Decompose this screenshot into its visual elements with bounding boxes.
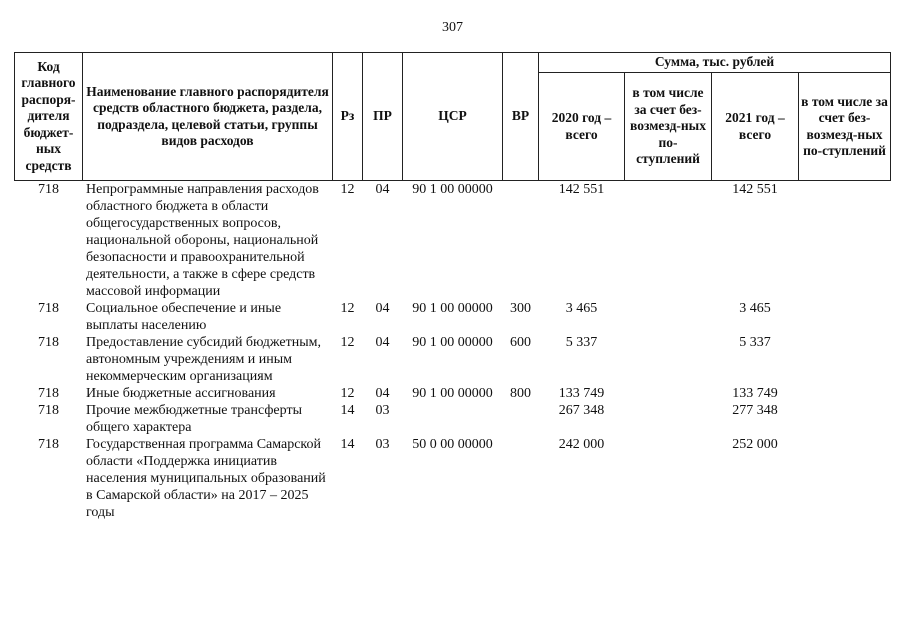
cell-2020-total: 3 465 [565, 301, 598, 316]
cell-name: Непрограммные направления расходов областного бюджета в области общегосударственных вопросов, национальной обороны, национальной безопасности и правоохранительной деятельности, а также в сфере средств массовой информации [86, 182, 319, 299]
cell-2021-total: 5 337 [739, 335, 771, 350]
header-2021-total: 2021 год – всего [712, 73, 799, 181]
cell-rz: 12 [340, 301, 355, 316]
cell-2021-free [799, 181, 891, 301]
cell-2021-total: 252 000 [732, 437, 778, 452]
header-name: Наименование главного распорядителя средств областного бюджета, раздела, подраздела, целевой статьи, группы видов расходов [83, 53, 333, 181]
cell-rz: 12 [340, 182, 355, 197]
cell-name: Социальное обеспечение и иные выплаты населению [86, 301, 282, 333]
header-sum: Сумма, тыс. рублей [539, 53, 891, 73]
cell-2020-free [625, 436, 712, 521]
header-pr: ПР [363, 53, 403, 181]
cell-2020-total: 142 551 [558, 182, 605, 197]
cell-pr: 04 [375, 335, 390, 350]
cell-2021-free [799, 334, 891, 385]
cell-2021-total: 133 749 [732, 386, 778, 401]
cell-2021-free [799, 300, 891, 334]
cell-2020-total: 133 749 [558, 386, 605, 401]
budget-table [14, 52, 891, 521]
cell-name: Предоставление субсидий бюджетным, автономным учреждениям и иным некоммерческим организациям [86, 335, 322, 384]
table-row [15, 300, 891, 334]
header-csr: ЦСР [403, 53, 503, 181]
header-vr: ВР [503, 53, 539, 181]
table-row [15, 402, 891, 436]
cell-2021-free [799, 436, 891, 521]
cell-2020-free [625, 402, 712, 436]
cell-pr: 04 [375, 301, 390, 316]
cell-rz: 14 [340, 437, 355, 452]
cell-code: 718 [38, 437, 59, 452]
table-row [15, 436, 891, 521]
cell-code: 718 [38, 301, 59, 316]
table-header [15, 53, 891, 181]
cell-2021-total: 277 348 [732, 403, 778, 418]
cell-csr [403, 402, 503, 436]
cell-2021-free [799, 402, 891, 436]
cell-rz: 14 [340, 403, 355, 418]
header-rz: Рз [333, 53, 363, 181]
table-row [15, 385, 891, 402]
cell-code: 718 [38, 182, 59, 197]
cell-code: 718 [38, 335, 59, 350]
cell-csr: 90 1 00 00000 [412, 335, 493, 350]
cell-2021-free [799, 385, 891, 402]
cell-name: Иные бюджетные ассигнования [86, 386, 276, 401]
table-row [15, 334, 891, 385]
header-2020-free: в том числе за счет без-возмезд-ных по-ступлений [625, 73, 712, 181]
cell-vr: 300 [510, 301, 531, 316]
cell-2020-total: 5 337 [565, 335, 598, 350]
cell-csr: 90 1 00 00000 [412, 301, 493, 316]
cell-vr [503, 181, 539, 301]
cell-csr: 50 0 00 00000 [412, 437, 493, 452]
cell-name: Прочие межбюджетные трансферты общего характера [86, 403, 302, 435]
table-row [15, 181, 891, 301]
cell-vr: 600 [510, 335, 531, 350]
cell-2020-total: 267 348 [558, 403, 605, 418]
cell-2020-free [625, 181, 712, 301]
cell-pr: 03 [375, 403, 390, 418]
header-2021-free: в том числе за счет без-возмезд-ных по-ступлений [799, 73, 891, 181]
cell-2020-free [625, 300, 712, 334]
cell-pr: 04 [375, 386, 390, 401]
cell-vr: 800 [510, 386, 531, 401]
cell-2020-total: 242 000 [558, 437, 605, 452]
cell-2020-free [625, 334, 712, 385]
page-number: 307 [442, 20, 463, 35]
cell-pr: 03 [375, 437, 390, 452]
cell-rz: 12 [340, 335, 355, 350]
cell-code: 718 [38, 386, 59, 401]
header-2020-total: 2020 год – всего [539, 73, 625, 181]
cell-csr: 90 1 00 00000 [412, 386, 493, 401]
header-code: Код главного распоря-дителя бюджет-ных средств [15, 53, 83, 181]
cell-2021-total: 3 465 [739, 301, 771, 316]
cell-code: 718 [38, 403, 59, 418]
cell-2021-total: 142 551 [732, 182, 778, 197]
cell-pr: 04 [375, 182, 390, 197]
cell-rz: 12 [340, 386, 355, 401]
cell-vr [503, 402, 539, 436]
cell-2020-free [625, 385, 712, 402]
cell-vr [503, 436, 539, 521]
cell-csr: 90 1 00 00000 [412, 182, 493, 197]
cell-name: Государственная программа Самарской области «Поддержка инициатив населения муниципальных образований в Самарской области» на 2017 – 2025 годы [86, 437, 326, 520]
